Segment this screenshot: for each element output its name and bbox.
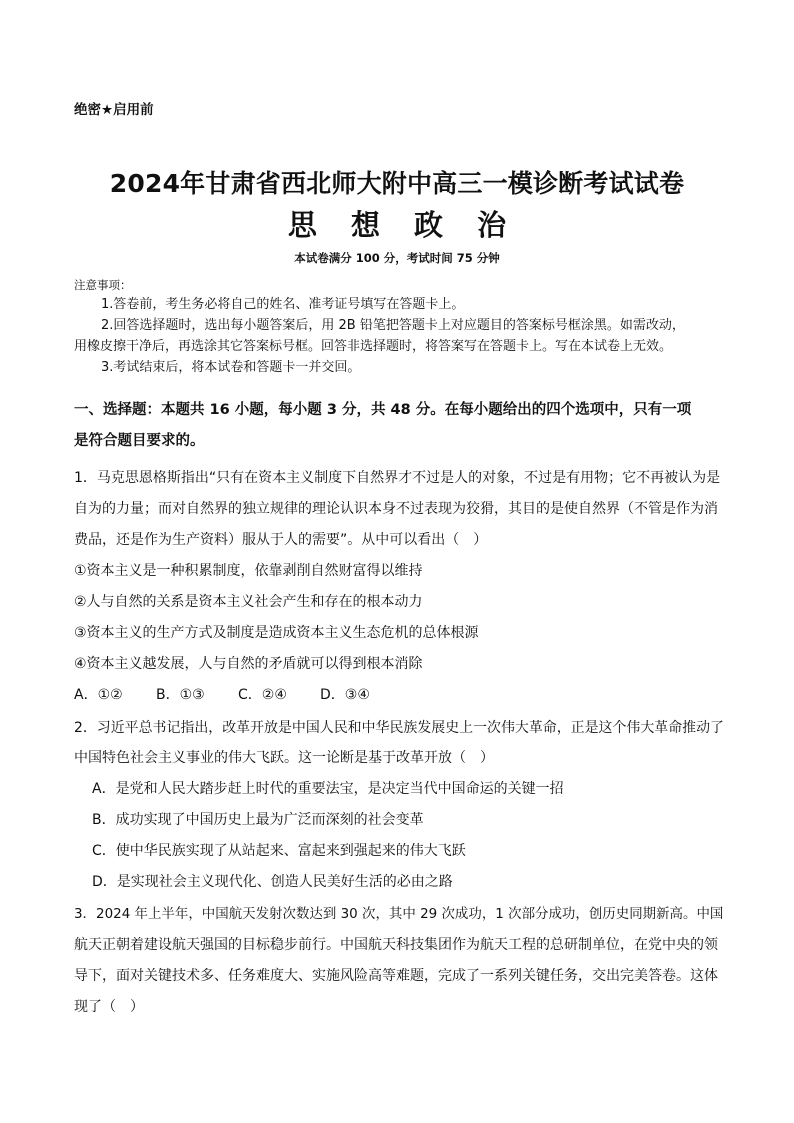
confidential-label: 绝密★启用前	[74, 102, 154, 118]
question-1-statement: ③资本主义的生产方式及制度是造成资本主义生态危机的总体根源	[74, 625, 479, 641]
question-3-text: 航天正朝着建设航天强国的目标稳步前行。中国航天科技集团作为航天工程的总研制单位，在党中央的领	[74, 937, 718, 953]
section-heading-cont: 是符合题目要求的。	[74, 433, 205, 449]
question-1-statement: ②人与自然的关系是资本主义社会产生和存在的根本动力	[74, 594, 423, 610]
question-2-choice-d: D．是实现社会主义现代化、创造人民美好生活的必由之路	[92, 874, 453, 890]
notice-heading: 注意事项：	[74, 278, 132, 292]
question-2-choice-c: C．使中华民族实现了从站起来、富起来到强起来的伟大飞跃	[92, 843, 466, 859]
notice-line: 2.回答选择题时，选出每小题答案后，用 2B 铅笔把答题卡上对应题目的答案标号框涂黑。如需改动，	[101, 318, 685, 333]
question-1-choice-d: D．③④	[320, 687, 370, 703]
exam-title: 2024年甘肃省西北师大附中高三一模诊断考试试卷	[109, 169, 685, 198]
exam-subtitle: 本试卷满分 100 分，考试时间 75 分钟	[294, 251, 500, 265]
question-1-choice-b: B．①③	[156, 687, 205, 703]
question-2-choice-a: A．是党和人民大踏步赶上时代的重要法宝，是决定当代中国命运的关键一招	[92, 781, 564, 797]
question-1-text: 费品，还是作为生产资料）服从于人的需要”。从中可以看出（ ）	[74, 532, 488, 548]
question-2-text: 中国特色社会主义事业的伟大飞跃。这一论断是基于改革开放（ ）	[74, 750, 494, 766]
section-heading: 一、选择题：本题共 16 小题，每小题 3 分，共 48 分。在每小题给出的四个选项中，只有一项	[74, 402, 692, 418]
notice-line: 用橡皮擦干净后，再选涂其它答案标号框。回答非选择题时，将答案写在答题卡上。写在本试卷上无效。	[74, 339, 673, 354]
question-2-text: 2．习近平总书记指出，改革开放是中国人民和中华民族发展史上一次伟大革命，正是这个伟大革命推动了	[74, 720, 724, 736]
question-3-text: 现了（ ）	[74, 999, 144, 1015]
question-1-text: 1．马克思恩格斯指出“只有在资本主义制度下自然界才不过是人的对象，不过是有用物；它不再被认为是	[74, 470, 721, 486]
subject-title: 思 想 政 治	[287, 208, 519, 242]
question-1-statement: ①资本主义是一种积累制度，依靠剥削自然财富得以维持	[74, 563, 423, 579]
question-1-choice-c: C．②④	[238, 687, 287, 703]
question-1-text: 自为的力量；而对自然界的独立规律的理论认识本身不过表现为狡猾，其目的是使自然界（不管是作为消	[74, 501, 718, 517]
question-1-statement: ④资本主义越发展，人与自然的矛盾就可以得到根本消除	[74, 656, 423, 672]
question-3-text: 导下，面对关键技术多、任务难度大、实施风险高等难题，完成了一系列关键任务，交出完美答卷。这体	[74, 968, 718, 984]
notice-line: 3.考试结束后，将本试卷和答题卡一并交回。	[101, 360, 361, 375]
question-2-choice-b: B．成功实现了中国历史上最为广泛而深刻的社会变革	[92, 812, 424, 828]
question-1-choice-a: A．①②	[74, 687, 123, 703]
question-3-text: 3．2024 年上半年，中国航天发射次数达到 30 次，其中 29 次成功，1 次部分成功，创历史同期新高。中国	[74, 907, 724, 922]
notice-line: 1.答卷前，考生务必将自己的姓名、准考证号填写在答题卡上。	[101, 297, 465, 312]
